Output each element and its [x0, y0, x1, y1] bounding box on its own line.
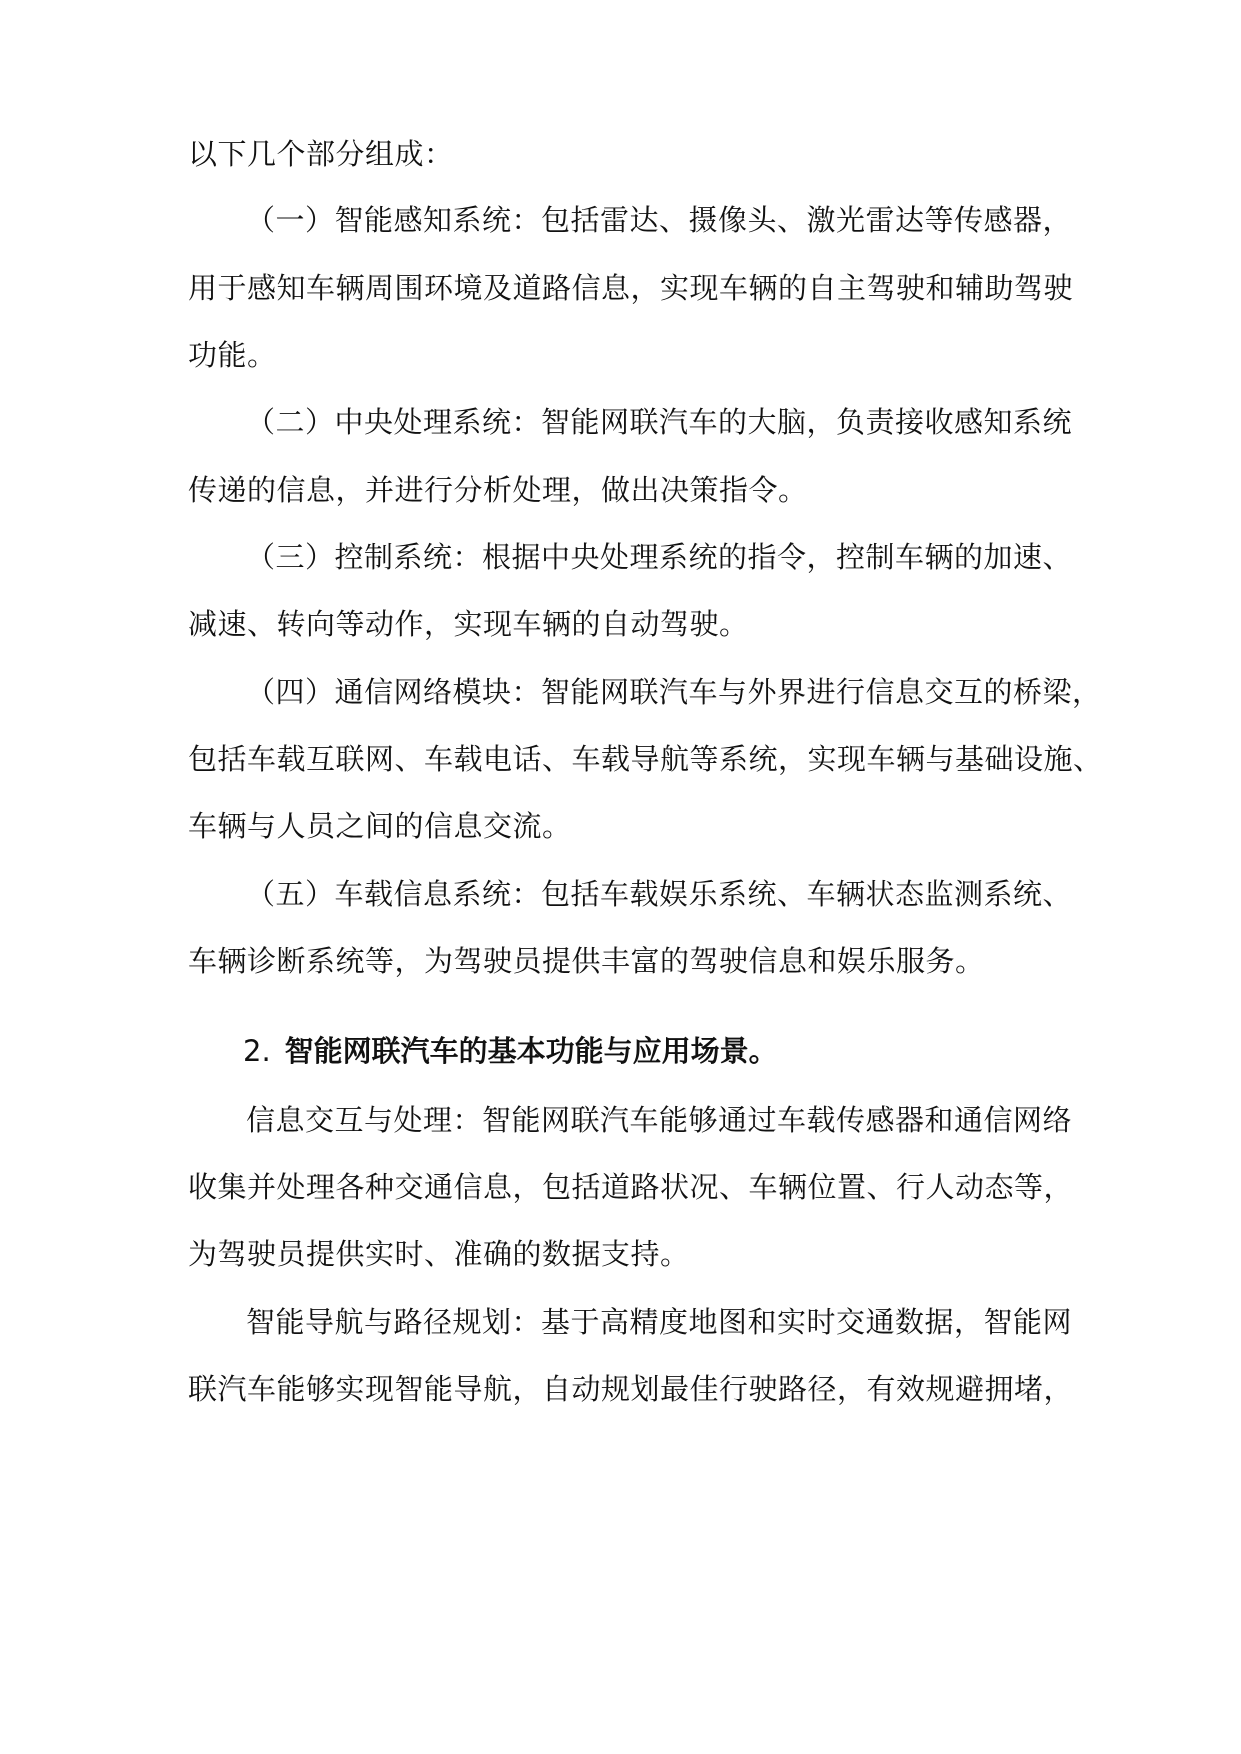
text-line: 以下几个部分组成：	[188, 137, 454, 171]
section-title: 智能网联汽车的基本功能与应用场景。	[284, 1034, 778, 1068]
text-line: （一）智能感知系统：包括雷达、摄像头、激光雷达等传感器，	[246, 203, 1073, 237]
text-line: 减速、转向等动作，实现车辆的自动驾驶。	[188, 607, 749, 641]
text-line: 车辆与人员之间的信息交流。	[188, 809, 572, 843]
text-line: 联汽车能够实现智能导航，自动规划最佳行驶路径，有效规避拥堵，	[188, 1372, 1074, 1406]
text-line: 功能。	[188, 338, 277, 372]
text-line: （三）控制系统：根据中央处理系统的指令，控制车辆的加速、	[246, 540, 1073, 574]
text-line: （五）车载信息系统：包括车载娱乐系统、车辆状态监测系统、	[246, 877, 1073, 911]
section-heading	[243, 1031, 778, 1071]
text-line: 智能导航与路径规划：基于高精度地图和实时交通数据，智能网	[246, 1305, 1073, 1339]
text-line: 车辆诊断系统等，为驾驶员提供丰富的驾驶信息和娱乐服务。	[188, 944, 985, 978]
text-line: 信息交互与处理：智能网联汽车能够通过车载传感器和通信网络	[246, 1103, 1073, 1137]
text-line: 收集并处理各种交通信息，包括道路状况、车辆位置、行人动态等，	[188, 1170, 1074, 1204]
text-line: 包括车载互联网、车载电话、车载导航等系统，实现车辆与基础设施、	[188, 742, 1103, 776]
text-line: 用于感知车辆周围环境及道路信息，实现车辆的自主驾驶和辅助驾驶	[188, 271, 1074, 305]
text-line: 传递的信息，并进行分析处理，做出决策指令。	[188, 473, 808, 507]
text-line: （二）中央处理系统：智能网联汽车的大脑，负责接收感知系统	[246, 405, 1073, 439]
section-number: 2.	[243, 1034, 271, 1068]
text-line: 为驾驶员提供实时、准确的数据支持。	[188, 1237, 690, 1271]
text-line: （四）通信网络模块：智能网联汽车与外界进行信息交互的桥梁，	[246, 675, 1102, 709]
